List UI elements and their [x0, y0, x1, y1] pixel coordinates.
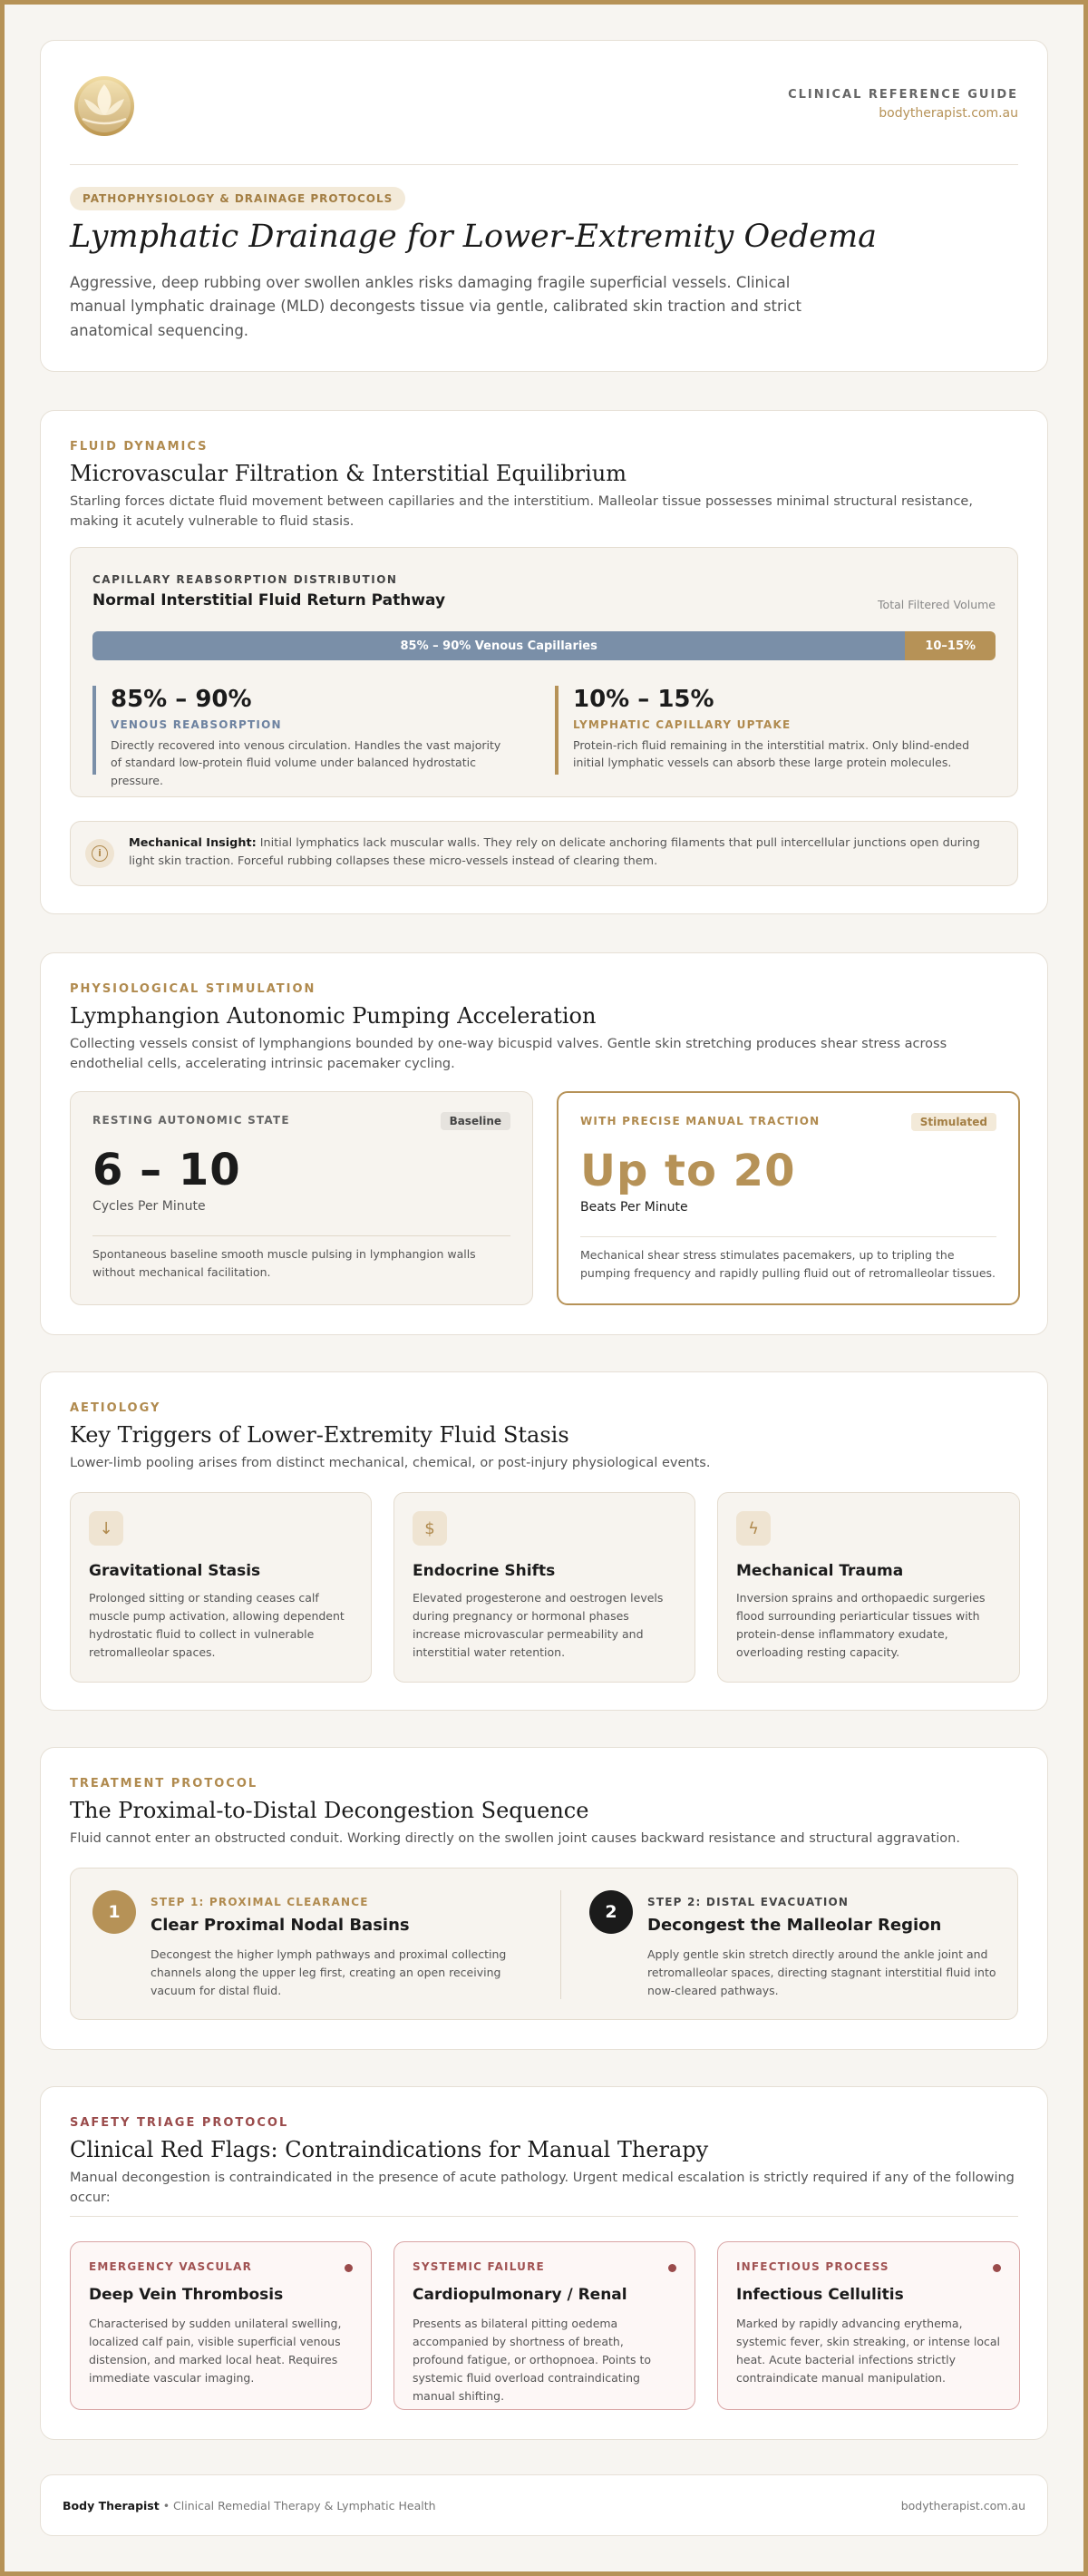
red-flag-text: Presents as bilateral pitting oedema accompanied by shortness of breath, profound fatigue, or orthopnoea. Points to systemic fluid overload contraindicating manual shifting. [413, 2317, 652, 2403]
topic-badge: PATHOPHYSIOLOGY & DRAINAGE PROTOCOLS [70, 187, 405, 210]
safety-card [40, 2086, 1048, 2440]
trigger-card-endocrine [393, 1492, 695, 1683]
info-icon: i [85, 839, 114, 868]
resting-label: RESTING AUTONOMIC STATE [92, 1114, 290, 1127]
page-intro: Aggressive, deep rubbing over swollen ankles risks damaging fragile superficial vessels. Clinical manual lymphatic drainage (MLD) decongests tissue via gentle, calibrated skin traction and strict anatomical sequencing. [70, 274, 801, 339]
traction-unit: Beats Per Minute [580, 1200, 688, 1215]
traction-state-panel [557, 1091, 1020, 1305]
panel-meta: Total Filtered Volume [878, 598, 996, 611]
stimulated-tag: Stimulated [911, 1113, 996, 1131]
section-kicker: PHYSIOLOGICAL STIMULATION [70, 982, 316, 996]
step-title: Decongest the Malleolar Region [647, 1916, 942, 1935]
section-divider [70, 2216, 1018, 2217]
section-title: Lymphangion Autonomic Pumping Acceleration [70, 1003, 597, 1029]
step-text: Apply gentle skin stretch directly around the ankle joint and retromalleolar spaces, directing stagnant interstitial fluid into now-cleared pathways. [647, 1947, 996, 1997]
down-arrow-icon: ↓ [89, 1511, 123, 1546]
red-flag-title: Deep Vein Thrombosis [89, 2286, 284, 2304]
red-flag-text: Characterised by sudden unilateral swelling, localized calf pain, visible superficial venous distension, and marked local heat. Requires immediate vascular imaging. [89, 2317, 342, 2385]
resting-state-panel [70, 1091, 533, 1305]
step-text: Decongest the higher lymph pathways and proximal collecting channels along the upper leg first, creating an open receiving vacuum for distal fluid. [151, 1947, 507, 1997]
trigger-card-trauma [717, 1492, 1020, 1683]
step-1 [92, 1890, 546, 2000]
distribution-bar [92, 631, 996, 660]
red-flag-dvt [70, 2241, 372, 2410]
panel-divider [580, 1236, 996, 1237]
trigger-title: Endocrine Shifts [413, 1562, 556, 1580]
section-description: Starling forces dictate fluid movement between capillaries and the interstitium. Malleolar tissue possesses minimal structural resistance, making it acutely vulnerable to fluid stasis. [70, 494, 973, 530]
traction-label: WITH PRECISE MANUAL TRACTION [580, 1115, 821, 1127]
reabsorption-panel [70, 547, 1018, 797]
footer-separator: • [159, 2498, 174, 2513]
section-title: The Proximal-to-Distal Decongestion Sequence [70, 1798, 589, 1823]
header-card [40, 40, 1048, 372]
stat-label: VENOUS REABSORPTION [111, 718, 282, 731]
footer-brand: Body Therapist [63, 2498, 160, 2513]
section-title: Microvascular Filtration & Interstitial Equilibrium [70, 461, 627, 486]
footer-left [63, 2499, 436, 2513]
step-label: STEP 1: PROXIMAL CLEARANCE [151, 1896, 369, 1908]
section-kicker: SAFETY TRIAGE PROTOCOL [70, 2116, 289, 2130]
red-flag-title: Cardiopulmonary / Renal [413, 2286, 627, 2304]
mechanical-insight-callout [70, 821, 1018, 886]
lightning-icon: ϟ [736, 1511, 771, 1546]
resting-text: Spontaneous baseline smooth muscle pulsing in lymphangion walls without mechanical facilitation. [92, 1247, 476, 1279]
section-kicker: FLUID DYNAMICS [70, 440, 209, 454]
header-divider [70, 164, 1018, 165]
section-description: Lower-limb pooling arises from distinct mechanical, chemical, or post-injury physiological events. [70, 1456, 711, 1470]
footer-tagline: Clinical Remedial Therapy & Lymphatic Health [173, 2498, 436, 2513]
traction-value: Up to 20 [580, 1146, 796, 1196]
stat-venous [92, 686, 510, 787]
stat-label: LYMPHATIC CAPILLARY UPTAKE [573, 718, 792, 731]
stat-value: 85% – 90% [111, 686, 252, 713]
stat-text: Protein-rich fluid remaining in the interstitial matrix. Only blind-ended initial lymphatic vessels can absorb these large protein molecules. [573, 738, 970, 770]
red-flag-title: Infectious Cellulitis [736, 2286, 904, 2304]
section-kicker: TREATMENT PROTOCOL [70, 1777, 258, 1791]
red-flag-label: SYSTEMIC FAILURE [413, 2260, 545, 2273]
fluid-dynamics-card [40, 410, 1048, 914]
venous-bar-segment [92, 631, 905, 660]
step-2 [589, 1890, 1006, 2000]
insight-text [129, 834, 996, 872]
guide-label: CLINICAL REFERENCE GUIDE [788, 88, 1018, 102]
red-flag-cardio [393, 2241, 695, 2410]
step-label: STEP 2: DISTAL EVACUATION [647, 1896, 850, 1908]
dollar-icon: $ [413, 1511, 447, 1546]
insight-body: Initial lymphatics lack muscular walls. They rely on delicate anchoring filaments that pull intercellular junctions open during light skin traction. Forceful rubbing collapses these micro-vessels instead of clearing them. [129, 836, 980, 869]
protocol-card [40, 1747, 1048, 2050]
section-description: Manual decongestion is contraindicated in the presence of acute pathology. Urgent medical escalation is strictly required if any of the following occur: [70, 2171, 1015, 2206]
section-title: Key Triggers of Lower-Extremity Fluid Stasis [70, 1422, 569, 1448]
stat-text: Directly recovered into venous circulation. Handles the vast majority of standard low-protein fluid volume under balanced hydrostatic pressure. [111, 738, 501, 787]
step-number-badge: 1 [92, 1890, 136, 1934]
stat-lymphatic [555, 686, 981, 775]
lotus-logo-icon [70, 70, 139, 139]
step-title: Clear Proximal Nodal Basins [151, 1916, 410, 1935]
alert-dot-icon [668, 2264, 676, 2272]
red-flag-label: INFECTIOUS PROCESS [736, 2260, 889, 2273]
panel-kicker: CAPILLARY REABSORPTION DISTRIBUTION [92, 573, 398, 586]
insight-title: Mechanical Insight: [129, 836, 257, 850]
venous-bar-label: 85% – 90% Venous Capillaries [400, 639, 597, 653]
panel-divider [92, 1235, 510, 1236]
traction-text: Mechanical shear stress stimulates pacemakers, up to tripling the pumping frequency and rapidly pulling fluid out of retromalleolar tissues. [580, 1248, 996, 1280]
baseline-tag: Baseline [441, 1112, 510, 1130]
alert-dot-icon [993, 2264, 1001, 2272]
resting-value: 6 – 10 [92, 1145, 241, 1195]
step-number-badge: 2 [589, 1890, 633, 1934]
section-description: Collecting vessels consist of lymphangions bounded by one-way bicuspid valves. Gentle skin stretching produces shear stress across endothelial cells, accelerating intrinsic pacemaker cycling. [70, 1037, 947, 1072]
pump-card [40, 952, 1048, 1335]
red-flag-text: Marked by rapidly advancing erythema, systemic fever, skin streaking, or intense local heat. Acute bacterial infections strictly contraindicate manual manipulation. [736, 2317, 1001, 2385]
footer-site-link[interactable]: bodytherapist.com.au [900, 2498, 1025, 2513]
lymph-bar-segment [905, 631, 996, 660]
trigger-text: Inversion sprains and orthopaedic surgeries flood surrounding periarticular tissues with protein-dense inflammatory exudate, overloading resting capacity. [736, 1591, 986, 1659]
footer [40, 2474, 1048, 2536]
alert-dot-icon [345, 2264, 353, 2272]
trigger-text: Prolonged sitting or standing ceases calf muscle pump activation, allowing dependent hydrostatic fluid to collect in vulnerable retromalleolar spaces. [89, 1591, 345, 1659]
header-site-link[interactable]: bodytherapist.com.au [879, 106, 1018, 121]
page-title: Lymphatic Drainage for Lower-Extremity Oedema [70, 219, 878, 255]
stat-value: 10% – 15% [573, 686, 714, 713]
trigger-title: Gravitational Stasis [89, 1562, 261, 1580]
section-title: Clinical Red Flags: Contraindications for Manual Therapy [70, 2137, 709, 2162]
lymph-bar-label: 10–15% [925, 639, 976, 653]
trigger-title: Mechanical Trauma [736, 1562, 904, 1580]
step-divider [560, 1890, 561, 1999]
section-description: Fluid cannot enter an obstructed conduit. Working directly on the swollen joint causes backward resistance and structural aggravation. [70, 1831, 960, 1846]
red-flag-label: EMERGENCY VASCULAR [89, 2260, 253, 2273]
resting-unit: Cycles Per Minute [92, 1199, 206, 1214]
section-kicker: AETIOLOGY [70, 1401, 161, 1415]
trigger-text: Elevated progesterone and oestrogen levels during pregnancy or hormonal phases increase microvascular permeability and interstitial water retention. [413, 1591, 664, 1659]
panel-title: Normal Interstitial Fluid Return Pathway [92, 591, 446, 610]
red-flag-cellulitis [717, 2241, 1020, 2410]
sequence-panel [70, 1868, 1018, 2020]
trigger-card-gravitational [70, 1492, 372, 1683]
aetiology-card [40, 1371, 1048, 1711]
